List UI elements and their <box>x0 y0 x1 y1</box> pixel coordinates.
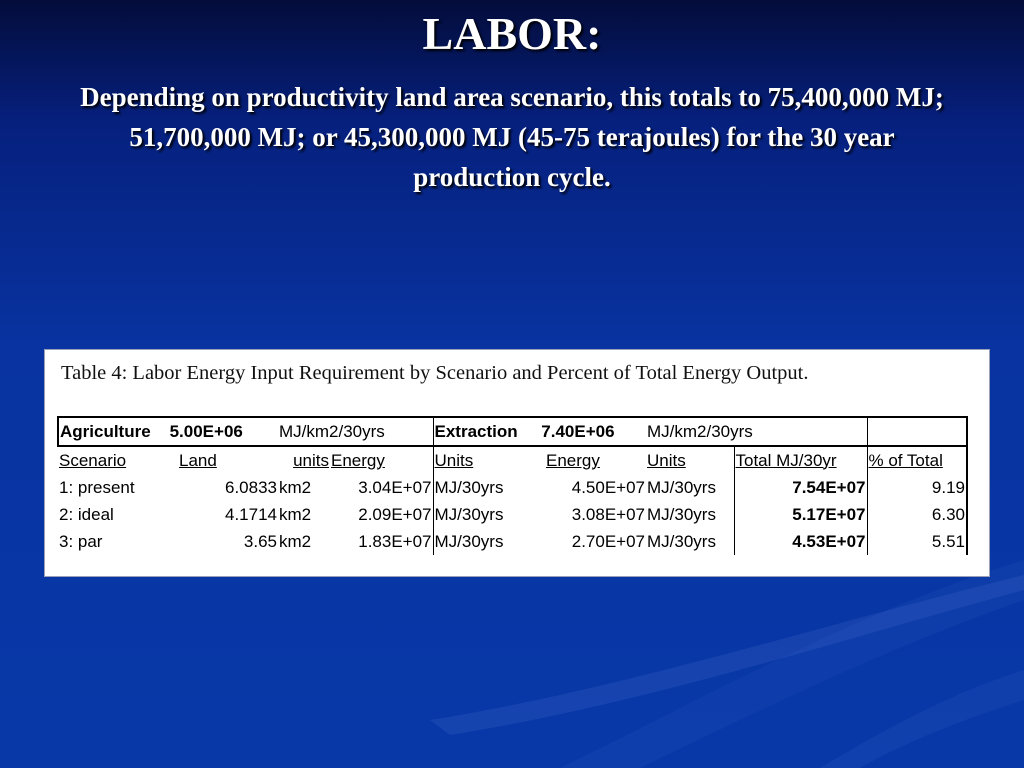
labor-energy-table <box>57 416 968 555</box>
total-cell: 4.53E+07 <box>734 528 867 555</box>
ex-energy-cell: 4.50E+07 <box>571 477 645 497</box>
land-cell: 6.0833 <box>225 477 277 497</box>
col-header-ex-energy: Energy <box>546 450 600 470</box>
extraction-unit: MJ/km2/30yrs <box>646 417 867 446</box>
ag-energy-cell: 1.83E+07 <box>330 528 433 555</box>
extraction-label: Extraction <box>434 421 518 441</box>
scenario-cell: 3: par <box>59 531 103 551</box>
ex-energy-cell: 3.08E+07 <box>571 504 645 524</box>
ex-unit-cell: MJ/30yrs <box>646 474 734 501</box>
land-unit-cell: km2 <box>279 477 312 497</box>
land-unit-cell: km2 <box>279 531 312 551</box>
agriculture-label: Agriculture <box>60 421 151 441</box>
slide-title: LABOR: <box>422 8 602 59</box>
ag-energy-cell: 2.09E+07 <box>330 501 433 528</box>
ag-unit-cell: MJ/30yrs <box>434 504 504 524</box>
col-header-scenario: Scenario <box>59 450 127 470</box>
scenario-cell: 2: ideal <box>59 504 114 524</box>
ag-energy-cell: 3.04E+07 <box>330 474 433 501</box>
table-caption: Table 4: Labor Energy Input Requirement by Scenario and Percent of Total Energy Output. <box>61 362 809 384</box>
labor-energy-table-image <box>44 349 990 577</box>
percent-cell: 9.19 <box>867 474 967 501</box>
ex-unit-cell: MJ/30yrs <box>646 501 734 528</box>
total-cell: 5.17E+07 <box>734 501 867 528</box>
land-cell: 3.65 <box>243 531 277 551</box>
ex-energy-cell: 2.70E+07 <box>571 531 645 551</box>
scenario-cell: 1: present <box>59 477 135 497</box>
land-cell: 4.1714 <box>225 504 277 524</box>
agriculture-unit: MJ/km2/30yrs <box>278 417 433 446</box>
extraction-rate-cell <box>433 417 646 446</box>
col-header-total: Total MJ/30yr <box>734 446 867 474</box>
column-header-row <box>58 446 967 474</box>
col-header-percent: % of Total <box>867 446 967 474</box>
ag-unit-cell: MJ/30yrs <box>434 477 504 497</box>
col-header-land: Land <box>179 450 217 470</box>
col-header-land-units: units <box>293 450 329 470</box>
percent-cell: 5.51 <box>867 528 967 555</box>
agriculture-value: 5.00E+06 <box>169 421 243 441</box>
land-unit-cell: km2 <box>279 504 312 524</box>
col-header-ag-energy: Energy <box>330 446 433 474</box>
col-header-ex-units: Units <box>646 446 734 474</box>
percent-cell: 6.30 <box>867 501 967 528</box>
header-blank-cell <box>867 417 967 446</box>
extraction-value: 7.40E+06 <box>541 421 615 441</box>
table-row <box>58 528 967 555</box>
total-cell: 7.54E+07 <box>734 474 867 501</box>
table-header-row <box>58 417 967 446</box>
slide-subtitle: Depending on productivity land area scenario, this totals to 75,400,000 MJ; 51,700,000 MJ; or 45,300,000 MJ (45-75 terajoules) for the 30 year production cycle. <box>80 82 944 192</box>
agriculture-rate-cell <box>58 417 278 446</box>
col-header-ag-units: Units <box>434 450 474 470</box>
ex-unit-cell: MJ/30yrs <box>646 528 734 555</box>
table-row <box>58 474 967 501</box>
table-row <box>58 501 967 528</box>
ag-unit-cell: MJ/30yrs <box>434 531 504 551</box>
